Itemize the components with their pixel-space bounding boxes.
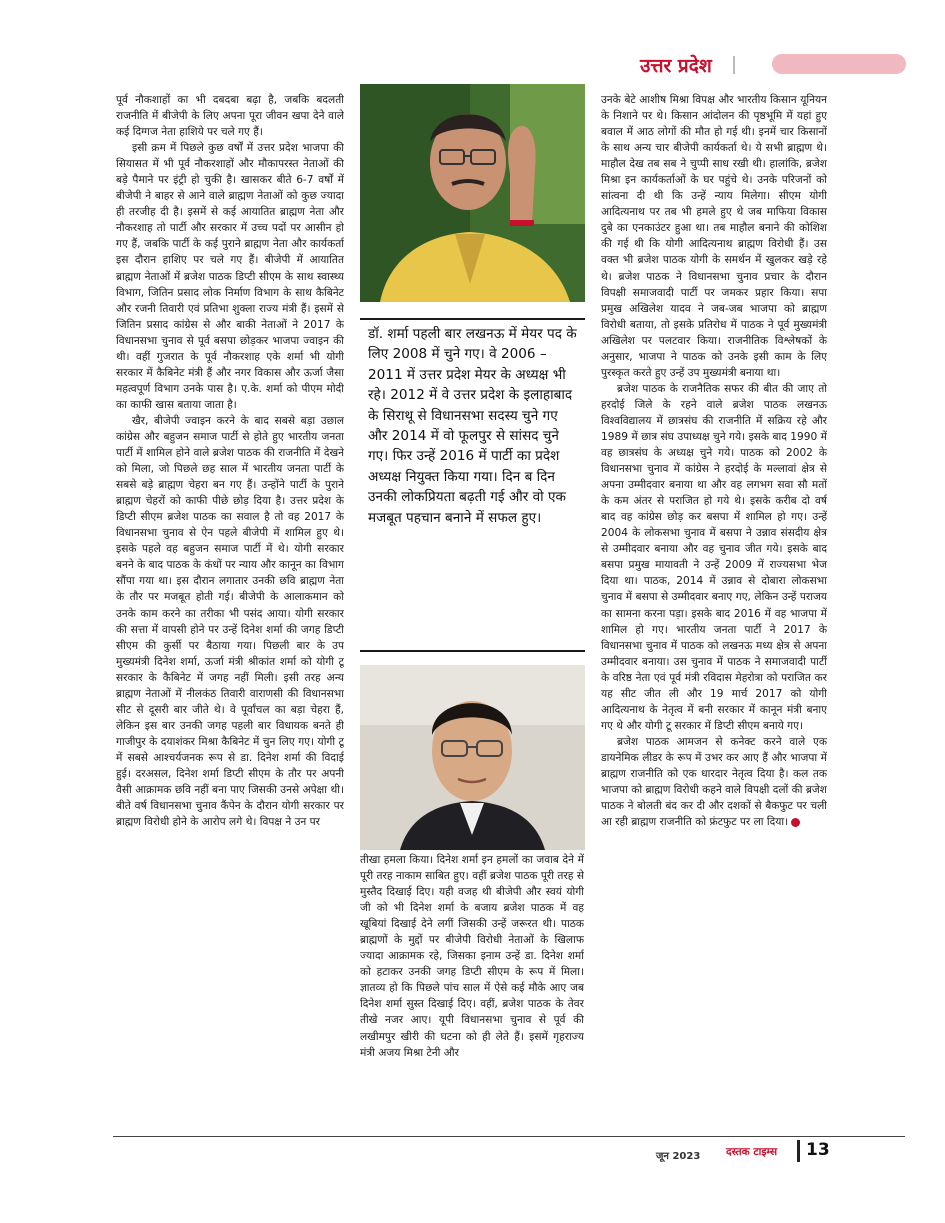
quote-bottom-rule bbox=[360, 650, 585, 652]
photo-dinesh-sharma bbox=[360, 84, 585, 302]
section-label: उत्तर प्रदेश bbox=[640, 55, 712, 77]
page-number: 13 bbox=[806, 1140, 830, 1160]
footer-brand-logo: दस्तक टाइम्स bbox=[726, 1146, 778, 1158]
photo-jitin-prasada bbox=[360, 665, 585, 850]
article-end-marker bbox=[791, 818, 800, 827]
footer-separator-bar bbox=[797, 1140, 800, 1162]
right-paragraph-1: उनके बेटे आशीष मिश्रा विपक्ष और भारतीय किसान यूनियन के निशाने पर थे। किसान आंदोलन की पृष्ठभूमि में यहां हुए बवाल में आठ लोगों की मौत हो गई थी। इनमें चार किसानों के साथ अन्य चार बीजेपी कार्यकर्ता थे। ये सभी ब्राह्मण थे। माहौल देख तब सब ने चुप्पी साध रखी थी। हालांकि, ब्रजेश मिश्रा इन कार्यकर्ताओं के घर पहुंचे थे। उनके परिजनों को सांत्वना दी थी कि उन्हें न्याय मिलेगा। सीएम योगी आदित्यनाथ पर तब भी हमले हुए थे जब माफिया विकास दुबे का एनकाउंटर हुआ था। तब माहौल बनाने की कोशिश की गई थी कि योगी आदित्यनाथ ब्राह्मण विरोधी हैं। उस वक्त भी ब्रजेश पाठक योगी के समर्थन में खुलकर खड़े रहे थे। ब्रजेश पाठक ने विधानसभा चुनाव प्रचार के दौरान विपक्षी समाजवादी पार्टी पर जमकर प्रहार किया। सपा प्रमुख अखिलेश यादव ने जब-जब भाजपा को ब्राह्मण विरोधी बताया, तो इसके प्रतिरोध में पाठक ने पूर्व मुख्यमंत्री अखिलेश पर पलटवार किया। राजनीतिक विश्लेषकों के अनुसार, भाजपा ने पाठक को उनके इसी काम के लिए पुरस्कृत करते हुए उन्हें उप मुख्यमंत्री बनाया था। bbox=[601, 94, 827, 379]
pull-quote-text: डॉ. शर्मा पहली बार लखनऊ में मेयर पद के लिए 2008 में चुने गए। वे 2006 – 2011 में उत्तर प्रदेश मेयर के अध्यक्ष भी रहे। 2012 में वे उत्तर प्रदेश के इलाहाबाद के सिराथू से विधानसभा सदस्य चुने गए और 2014 में वो फूलपुर से सांसद चुने गए। फिर उन्हें 2016 में पार्टी का प्रदेश अध्यक्ष नियुक्त किया गया। दिन ब दिन उनकी लोकप्रियता बढ़ती गई और वो एक मजबूत पहचान बनाने में सफल हुए। bbox=[368, 326, 577, 526]
right-paragraph-3 bbox=[601, 734, 827, 830]
left-paragraph-2: इसी क्रम में पिछले कुछ वर्षों में उत्तर प्रदेश भाजपा की सियासत में भी पूर्व नौकरशाहों और मौकापरस्त नेताओं की बड़े पैमाने पर इंट्री हो चुकी है। खासकर बीते 6-7 वर्षों में बीजेपी ने बाहर से आने वाले ब्राह्मण नेताओं को कुछ ज्यादा ही तरजीह दी है। इसमें से कई आयातित ब्राह्मण नेता और नौकरशाह तो पार्टी और सरकार में उच्च पदों पर आसीन हो गए हैं, जबकि पार्टी के कई पुराने ब्राह्मण नेता और कार्यकर्ता इस दौरान हाशिए पर चले गए हैं। बीजेपी में आयातित ब्राह्मण नेताओं में ब्रजेश पाठक डिप्टी सीएम के साथ स्वास्थ्य विभाग, जितिन प्रसाद लोक निर्माण विभाग के साथ कैबिनेट और रजनी तिवारी एवं प्रतिभा शुक्ला राज्य मंत्री हैं। इसमें से जितिन प्रसाद कांग्रेस से और बाकी नेताओं ने 2017 के विधानसभा चुनाव से पूर्व बसपा छोड़कर भाजपा ज्वाइन की थी। वहीं गुजरात के पूर्व नौकरशाह एके शर्मा भी योगी सरकार में कैबिनेट मंत्री हैं और नगर विकास और ऊर्जा जैसा महत्वपूर्ण विभाग उनके पास है। ए.के. शर्मा को पीएम मोदी का काफी खास बताया जाता है। bbox=[116, 142, 344, 411]
middle-paragraph: तीखा हमला किया। दिनेश शर्मा इन हमलों का जवाब देने में पूरी तरह नाकाम साबित हुए। वहीं ब्रजेश पाठक पूरी तरह से मुस्तैद दिखाई दिए। यही वजह थी बीजेपी और स्वयं योगी जी को भी दिनेश शर्मा के बजाय ब्रजेश पाठक में वह खूबियां दिखाई देने लगीं जिसकी उन्हें जरूरत थी। पाठक ब्राह्मणों के मुद्दों पर बीजेपी विरोधी नेताओं के खिलाफ ज्यादा आक्रामक रहे, जिसका इनाम उन्हें डा. दिनेश शर्मा को हटाकर उनकी जगह डिप्टी सीएम के रूप में मिला। ज्ञातव्य हो कि पिछले पांच साल में ऐसे कई मौके आए जब दिनेश शर्मा सुस्त दिखाई दिए। वहीं, ब्रजेश पाठक के तेवर तीखे नजर आए। यूपी विधानसभा चुनाव से पूर्व की लखीमपुर खीरी की घटना को ही लेते हैं। इसमें गृहराज्य मंत्री अजय मिश्रा टेनी और bbox=[360, 854, 584, 1059]
left-paragraph-1: पूर्व नौकशाहों का भी दबदबा बढ़ा है, जबकि बदलती राजनीति में बीजेपी के लिए अपना पूरा जीवन खपा देने वाले कई दिग्गज नेता हाशिये पर चले गए हैं। bbox=[116, 94, 344, 139]
right-text-column bbox=[601, 92, 827, 1124]
left-paragraph-3: खैर, बीजेपी ज्वाइन करने के बाद सबसे बड़ा उछाल कांग्रेस और बहुजन समाज पार्टी से होते हुए भारतीय जनता पार्टी में शामिल होने वाले ब्रजेश पाठक की राजनीति में देखने को मिला, जो पिछले छह साल में भारतीय जनता पार्टी के सबसे बड़े ब्राह्मण चेहरा बन गए हैं। उन्होंने पार्टी के पुराने ब्राह्मण चेहरों को काफी पीछे छोड़ दिया है। उत्तर प्रदेश के डिप्टी सीएम ब्रजेश पाठक का सवाल है तो वह 2017 के विधानसभा चुनाव से ऐन पहले बीजेपी में शामिल हुए थे। इसके पहले वह बहुजन समाज पार्टी में थे। योगी सरकार बनने के बाद पाठक के कंधों पर न्याय और कानून का विभाग सौंपा गया था। इस दौरान लगातार उनकी छवि ब्राह्मण नेता के तौर पर मजबूत होती गई। बीजेपी के आलाकमान को उनके काम करने का तरीका भी पसंद आया। योगी सरकार की सत्ता में वापसी होने पर उन्हें दिनेश शर्मा की जगह डिप्टी सीएम की कुर्सी पर बैठाया गया। पिछली बार के उप मुख्यमंत्री दिनेश शर्मा, ऊर्जा मंत्री श्रीकांत शर्मा को योगी टू सरकार के कैबिनेट में जगह नहीं मिली। इसी तरह अन्य ब्राह्मण नेताओं में नीलकंठ तिवारी वाराणसी की विधानसभा सीट से दूसरी बार जीते थे। वे पूर्वांचल का बड़ा चेहरा हैं, लेकिन इस बार उनकी जगह पहली बार विधायक बनते ही गाजीपुर के दयाशंकर मिश्रा कैबिनेट में चुन लिए गए। योगी टू में सबसे आश्चर्यजनक रूप से डा. दिनेश शर्मा की विदाई हुई। दरअसल, दिनेश शर्मा डिप्टी सीएम के तौर पर अपनी वैसी आक्रामक छवि नहीं बना पाए जिसकी उनसे अपेक्षा थी। बीते वर्ष विधानसभा चुनाव कैंपेन के दौरान योगी सरकार पर ब्राह्मण विरोधी होने के आरोप लगे थे। विपक्ष ने उन पर bbox=[116, 414, 344, 829]
section-separator bbox=[733, 56, 735, 74]
footer-rule bbox=[113, 1136, 905, 1137]
footer-issue-month: जून 2023 bbox=[656, 1151, 701, 1162]
middle-text-column bbox=[360, 852, 584, 1124]
right-paragraph-2: ब्रजेश पाठक के राजनैतिक सफर की बीत की जाए तो हरदोई जिले के रहने वाले ब्रजेश पाठक लखनऊ विश्वविद्यालय में छात्रसंघ की राजनीति में सक्रिय रहे और 1989 में छात्र संघ उपाध्यक्ष चुने गये। इसके बाद 1990 में वह छात्रसंघ के अध्यक्ष चुने गये। पाठक को 2002 के विधानसभा चुनाव में कांग्रेस ने हरदोई के मल्लावां क्षेत्र से अपना उम्मीदवार बनाया था और वह लगभग सवा सौ मतों के कम अंतर से पराजित हो गये थे। इसके करीब दो वर्ष बाद वह कांग्रेस छोड़ कर बसपा में शामिल हो गए। उन्हें 2004 के लोकसभा चुनाव में बसपा ने उन्नाव संसदीय क्षेत्र से उम्मीदवार बनाया और वह चुनाव जीत गये। इसके बाद बसपा प्रमुख मायावती ने उन्हें 2009 में राज्यसभा भेज दिया था। पाठक, 2014 में उन्नाव से दोबारा लोकसभा चुनाव में बसपा से उम्मीदवार बनाए गए, लेकिन उन्हें पराजय का सामना करना पड़ा। इसके बाद 2016 में वह भाजपा में शामिल हो गए। भारतीय जनता पार्टी ने 2017 के विधानसभा चुनाव में पाठक को लखनऊ मध्य क्षेत्र से अपना उम्मीदवार बनाया। उस चुनाव में पाठक ने समाजवादी पार्टी के वरिष्ठ नेता एवं पूर्व मंत्री रविदास मेहरोत्रा को पराजित कर यह सीट जीत ली और 19 मार्च 2017 को योगी आदित्यनाथ के नेतृत्व में बनी सरकार में कानून मंत्री बनाए गए थे और योगी टू सरकार में डिप्टी सीएम बनाये गए। bbox=[601, 382, 827, 732]
pull-quote bbox=[368, 324, 578, 528]
right-paragraph-3-text: ब्रजेश पाठक आमजन से कनेक्ट करने वाले एक डायनेमिक लीडर के रूप में उभर कर आए हैं और भाजपा में ब्राह्मण राजनीति को एक धारदार नेतृत्व दिया है। कल तक भाजपा को ब्राह्मण विरोधी कहने वाले विपक्षी दलों की ब्रजेश पाठक ने बोलती बंद कर दी और दशकों से बैकफुट पर चली आ रही ब्राह्मण राजनीति को फ्रंटफुट पर ला दिया। bbox=[601, 735, 827, 829]
section-pill-decoration bbox=[772, 54, 906, 74]
quote-top-rule bbox=[360, 318, 585, 320]
left-text-column bbox=[116, 92, 344, 1124]
